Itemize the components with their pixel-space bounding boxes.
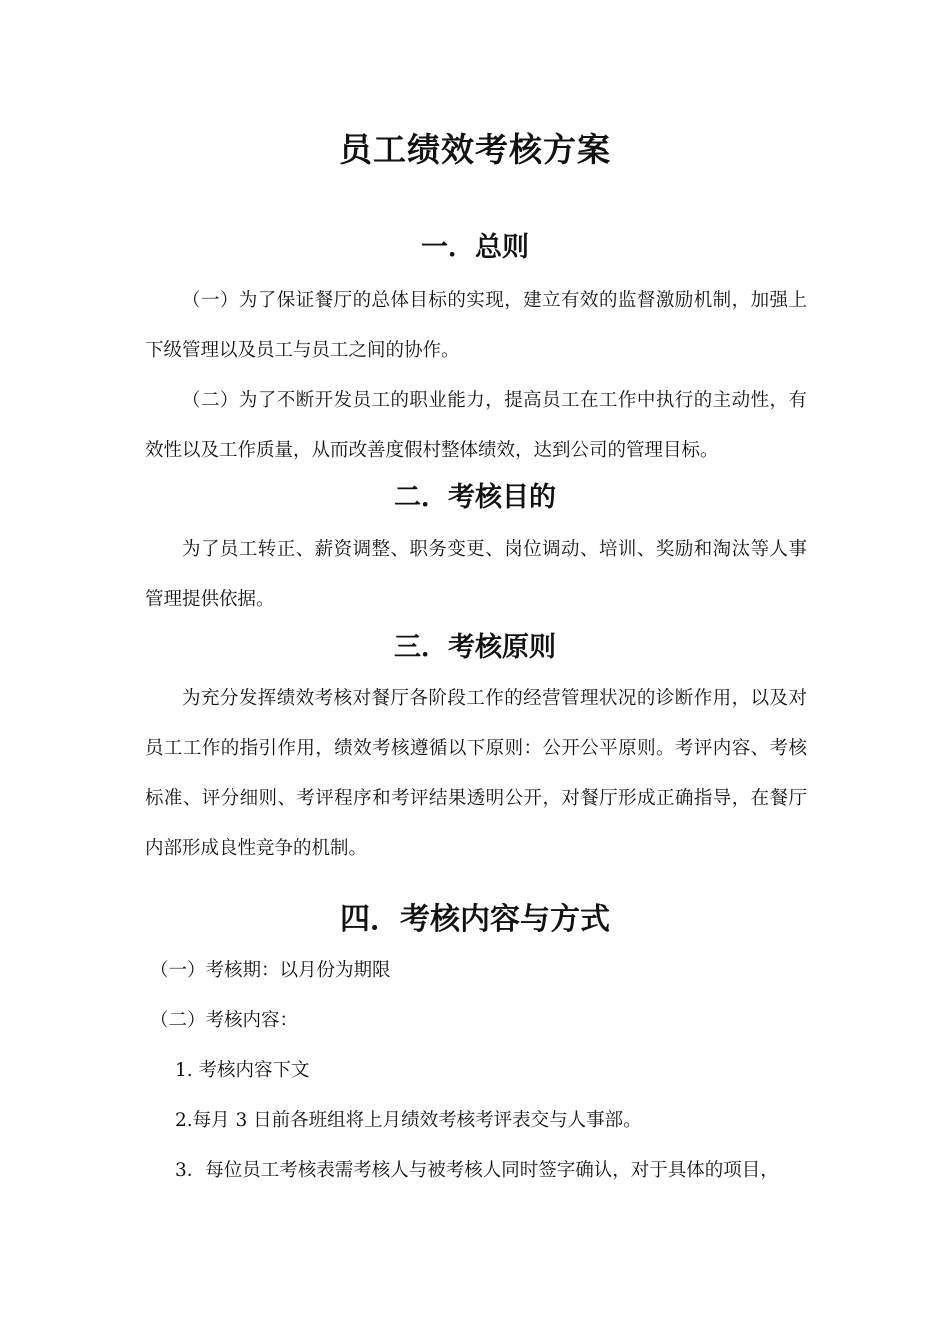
section-heading-purpose: 二．考核目的 — [394, 482, 556, 513]
section-heading-content-methods: 四．考核内容与方式 — [340, 902, 610, 937]
line-assessment-period: （一）考核期：以月份为期限 — [150, 960, 391, 981]
section-heading-principles: 三．考核原则 — [394, 632, 556, 663]
paragraph-general-2: （二）为了不断开发员工的职业能力，提高员工在工作中执行的主动性，有效性以及工作质量，从而改善度假村整体绩效，达到公司的管理目标。 — [145, 390, 807, 461]
document-title: 员工绩效考核方案 — [339, 130, 611, 169]
paragraph-principles: 为充分发挥绩效考核对餐厅各阶段工作的经营管理状况的诊断作用，以及对员工工作的指引作用，绩效考核遵循以下原则：公开公平原则。考评内容、考核标准、评分细则、考评程序和考评结果透明公开，对餐厅形成正确指导，在餐厅内部形成良性竞争的机制。 — [145, 688, 807, 859]
line-assessment-content: （二）考核内容： — [150, 1010, 299, 1031]
list-item-1: 1. 考核内容下文 — [175, 1060, 310, 1081]
paragraph-general-1: （一）为了保证餐厅的总体目标的实现，建立有效的监督激励机制，加强上下级管理以及员工与员工之间的协作。 — [145, 290, 807, 361]
section-heading-general: 一．总则 — [421, 232, 529, 263]
list-item-2: 2.每月 3 日前各班组将上月绩效考核考评表交与人事部。 — [175, 1110, 642, 1131]
paragraph-purpose: 为了员工转正、薪资调整、职务变更、岗位调动、培训、奖励和淘汰等人事管理提供依据。 — [145, 539, 807, 610]
list-item-3: 3．每位员工考核表需考核人与被考核人同时签字确认，对于具体的项目， — [175, 1160, 779, 1181]
